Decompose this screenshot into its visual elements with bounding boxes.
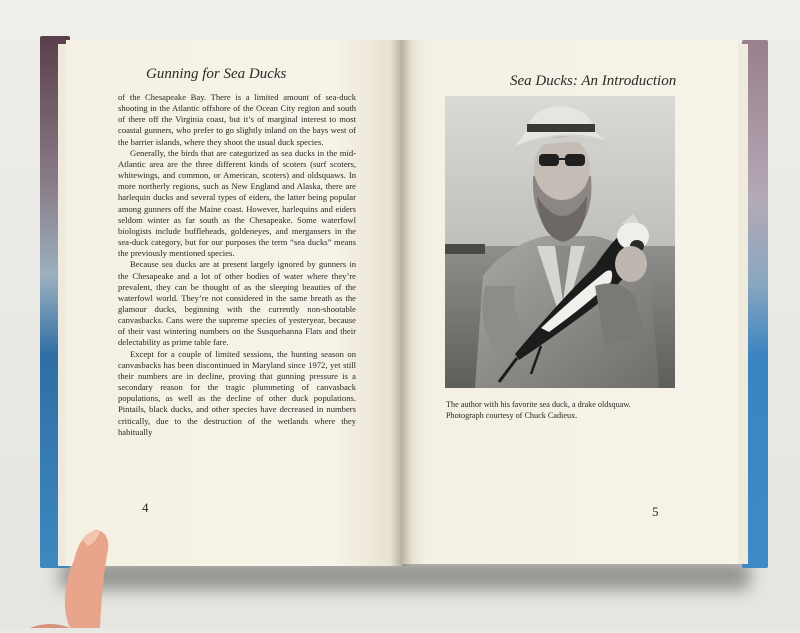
hand-holding-book	[30, 520, 120, 628]
paragraph: Because sea ducks are at present largely ignored by gunners in the Chesapeake and a lot of other bodies of water where they’re prevalent, they can be thought of as the sleeping beauties of the waterfowl world. They’re not considered in the same breath as the glamour ducks, beginning with the currently non-shootable canvasbacks. Cans were the supreme species of yesteryear, because of their vast wintering numbers on the Susquehanna Flats and their delectability as prime table fare.	[118, 259, 356, 348]
paragraph: of the Chesapeake Bay. There is a limited amount of sea-duck shooting in the Atlantic offshore of the Ocean City region and south of there off the Virginia coast, but it’s of marginal interest to most coastal gunners, who prefer to go slightly inland on the bays west of the barrier islands, where they shoot the usual duck species.	[118, 92, 356, 147]
paragraph: Generally, the birds that are categorized as sea ducks in the mid-Atlantic area are the three different kinds of scoters (surf scoters, whitewings, and common, or American, scoters) and oldsquaws. In more northerly regions, such as New England and Alaska, there are harlequin ducks and several types of eiders, the latter being popular among gunners off the Maine coast. However, harlequins and eiders seldom winter as far south as the Chesapeake. Some waterfowl biologists include buffleheads, goldeneyes, and mergansers in the sea-duck category, but for our purposes the term “sea ducks” means the previously mentioned species.	[118, 147, 356, 259]
author-photograph	[445, 96, 675, 388]
right-running-head: Sea Ducks: An Introduction	[510, 73, 677, 89]
caption-line: The author with his favorite sea duck, a drake oldsquaw.	[446, 400, 631, 409]
caption-line: Photograph courtesy of Chuck Cadieux.	[446, 410, 578, 420]
photo-caption	[446, 400, 686, 421]
left-page-body	[118, 92, 356, 438]
right-page-number: 5	[652, 504, 659, 519]
left-running-head: Gunning for Sea Ducks	[146, 66, 287, 82]
book-gutter	[390, 40, 412, 566]
left-page-number: 4	[142, 500, 149, 515]
paragraph: Except for a couple of limited sessions, the hunting season on canvasbacks has been discontinued in Maryland since 1972, yet still their numbers are in decline, proving that gunning pressure is a secondary reason for the tragic plummeting of canvasback populations, as well as the decline of other duck populations. Pintails, black ducks, and other species have decreased in numbers critically, due to the destruction of the wetlands where they habitually	[118, 348, 356, 437]
